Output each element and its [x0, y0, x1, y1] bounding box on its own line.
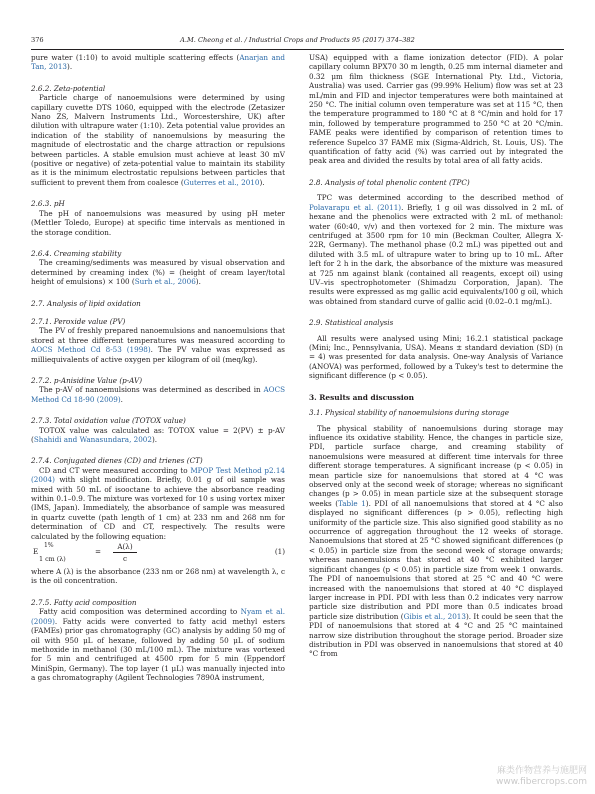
paragraph: TPC was determined according to the described method of Polavarapu et al. (2011). Briefly, 1 g oil was dissolved in 2 mL of hexane and the phenolics were extracted with 2 mL of methanol: water (60:40, v/v) and then vortexed for 2 min. The mixture was centrifuged at 3500 rpm for 10 min (Beckman Coulter, Allegra X-22R, Germany). The methanol phase (0.2 mL) was pipetted out and diluted with 3.5 mL of ultrapure water to bring up to 10 mL. After left for 2 h in the dark, the absorbance of the mixture was measured at 725 nm against blank (contained all reagents, except oil) using UV–vis spectrophotometer (Shimadzu Corporation, Japan). The results were expressed as mg gallic acid equivalents/100 g oil, which was obtained from standard curve of gallic acid (0.02–0.1 mg/mL).: [309, 193, 563, 306]
header-rule: [31, 49, 564, 50]
section-heading-2-7: 2.7. Analysis of lipid oxidation: [31, 298, 141, 308]
paragraph: USA) equipped with a flame ionization detector (FID). A polar capillary column BPX70 30 m length, 0.25 mm internal diameter and 0.32 μm film thickness (SGE International Pty. Ltd., Victoria, Australia) was used. Carrier gas (99.99% Helium) flow was set at 23 mL/min and FID and injector temperatures were both maintained at 250 °C. The initial column oven temperature was set at 115 °C, then the temperature programmed to 180 °C at 8 °C/min and hold for 17 min, followed by temperature programmed to 250 °C at 20 °C/min. FAME peaks were identified by comparison of retention times to reference Supelco 37 FAME mix (Sigma-Aldrich, St. Louis, US). The quantification of fatty acid (%) was carried out by integrated the peak area and divided the results by total area of all fatty acids.: [309, 53, 563, 166]
equation-equals: =: [95, 547, 102, 557]
citation-link[interactable]: Gibis et al., 2013: [403, 611, 466, 621]
equation-superscript: 1%: [44, 542, 54, 550]
citation-link[interactable]: Polavarapu et al. (2011): [309, 202, 402, 212]
paragraph: TOTOX value was calculated as: TOTOX value = 2(PV) ± p-AV (Shahidi and Wanasundara, 2002).: [31, 425, 285, 444]
paragraph: All results were analysed using Mini; 16.2.1 statistical package (Mini; Inc., Pennsylvania, USA). Means ± standard deviation (SD) (n = 4) was presented for data analysis. One-way Analysis of Variance (ANOVA) was performed, followed by a Tukey's test to determine the significant difference (p < 0.05).: [309, 333, 563, 381]
paragraph: The physical stability of nanoemulsions during storage may influence its oxidative stability. Hence, the changes in particle size, PDI, particle surface charge, and creaming stability of nanoemulsions were measured at different time intervals for three different storage temperatures. A significant increase (p < 0.05) in mean particle size for nanoemulsions that stored at 4 °C was observed only at the second week of storage; whereas no significant changes (p > 0.05) in mean particle size at the subsequent storage weeks (Table 1). PDI of all nanoemulsions that stored at 4 °C also displayed no significant differences (p > 0.05), reflecting high uniformity of the particle size. This also signified good stability as no occurrence of aggregation throughout the 12 weeks of storage. Nanoemulsions that stored at 25 °C showed significant differences (p < 0.05) in particle size from the second week of storage onwards; whereas nanoemulsions that stored at 40 °C exhibited larger significant changes (p < 0.05) in particle size from week 1 onwards. The PDI of nanoemulsions that stored at 25 °C and 40 °C were increased with the nanoemulsions that stored at 40 °C displayed larger increase in PDI. PDI with less than 0.2 indicates very narrow particle size distribution and PDI more than 0.5 indicates broad particle size distribution (Gibis et al., 2013). It could be seen that the PDI of nanoemulsions that stored at 4 °C and 25 °C maintained narrow size distribution throughout the storage period. Broader size distribution in PDI was observed in nanoemulsions that stored at 40 °C from: [309, 423, 563, 659]
equation-lhs: E: [33, 547, 39, 557]
section-heading-2-6-4: 2.6.4. Creaming stability: [31, 248, 122, 258]
citation-link[interactable]: Guterres et al., 2010: [183, 177, 260, 187]
paragraph: The creaming/sediments was measured by visual observation and determined by creaming index (%) = (height of cream layer/total height of emulsions) × 100 (Surh et al., 2006).: [31, 258, 285, 287]
paragraph: The PV of freshly prepared nanoemulsions and nanoemulsions that stored at three different temperatures was measured according to AOCS Method Cd 8-53 (1998). The PV value was expressed as milliequivalents of active oxygen per kilogram of oil (meq/kg).: [31, 326, 285, 364]
paragraph: CD and CT were measured according to MPOP Test Method p2.14 (2004) with slight modification. Briefly, 0.01 g of oil sample was mixed with 50 mL of isooctane to achieve the absorbance reading within 0.1–0.9. The mixture was vortexed for 10 s using vortex mixer (IMS, Japan). Immediately, the absorbance of sample was measured in quartz cuvette (path length of 1 cm) at 233 nm and 268 nm for determination of CD and CT, respectively. The results were calculated by the following equation:: [31, 465, 285, 541]
equation-numerator: A(λ): [113, 542, 137, 553]
citation-link[interactable]: Shahidi and Wanasundara, 2002: [33, 435, 152, 444]
section-heading-3: 3. Results and discussion: [309, 392, 414, 402]
citation-link[interactable]: AOCS Method Cd 8-53 (1998): [31, 345, 151, 355]
right-column: [309, 53, 563, 659]
watermark-line-2: www.fibercrops.com: [496, 777, 587, 787]
section-heading-2-7-3: 2.7.3. Total oxidation value (TOTOX value): [31, 416, 186, 426]
section-heading-2-7-2: 2.7.2. p-Anisidine Value (p-AV): [31, 375, 143, 385]
paragraph: Fatty acid composition was determined according to Nyam et al. (2009). Fatty acids were converted to fatty acid methyl esters (FAMEs) prior gas chromatography (GC) analysis by adding 50 mg of oil with 950 μL of hexane, followed by adding 50 μL of sodium methoxide in methanol (30 mL/100 mL). The mixture was vortexed for 5 min and centrifuged at 4500 rpm for 5 min (Eppendorf MiniSpin, Germany). The top layer (1 μL) was manually injected into a gas chromatography (Agilent Technologies 7890A instrument,: [31, 607, 285, 683]
section-heading-2-6-2: 2.6.2. Zeta-potential: [31, 83, 106, 93]
page-number: 376: [31, 36, 44, 44]
paragraph: The p-AV of nanoemulsions was determined as described in AOCS Method Cd 18-90 (2009).: [31, 385, 285, 404]
section-heading-2-7-4: 2.7.4. Conjugated dienes (CD) and trienes (CT): [31, 456, 203, 466]
left-column: [31, 53, 285, 683]
section-heading-2-8: 2.8. Analysis of total phenolic content (TPC): [309, 177, 470, 187]
watermark: [496, 766, 587, 788]
section-heading-2-7-5: 2.7.5. Fatty acid composition: [31, 597, 137, 607]
journal-citation: A.M. Cheong et al. / Industrial Crops and Products 95 (2017) 374–382: [180, 36, 415, 44]
paragraph: pure water (1:10) to avoid multiple scattering effects (Anarjan and Tan, 2013).: [31, 53, 285, 72]
equation-fraction: [113, 542, 137, 564]
citation-link[interactable]: Nyam et al. (2009): [31, 607, 285, 626]
watermark-line-1: 麻类作物营养与施肥网: [496, 766, 587, 776]
citation-link[interactable]: Surh et al., 2006: [134, 277, 196, 287]
paragraph: Particle charge of nanoemulsions were determined by using capillary cuvette DTS 1060, equipped with the electrode (Zetasizer Nano ZS, Malvern Instruments Ltd., Worcestershire, UK) after dilution with ultrapure water (1:10). Zeta potential value provides an indication of the stability of nanoemulsions by measuring the magnitude of electrostatic and the charge attraction or repulsions between particles. A stable emulsion must achieve at least 30 mV (positive or negative) of zeta-potential value to maintain its stability as it is the minimum electrostatic repulsions between particles that sufficient to prevent them from coalesce (Guterres et al., 2010).: [31, 93, 285, 187]
paragraph: The pH of nanoemulsions was measured by using pH meter (Mettler Toledo, Europe) at specific time intervals as mentioned in the storage condition.: [31, 208, 285, 237]
section-heading-2-6-3: 2.6.3. pH: [31, 199, 65, 209]
equation-subscript: 1 cm (λ): [39, 555, 66, 564]
section-heading-2-9: 2.9. Statistical analysis: [309, 318, 394, 328]
equation-number: (1): [274, 547, 285, 557]
equation-1: [31, 541, 285, 567]
equation-denominator: c: [122, 554, 128, 564]
citation-link[interactable]: AOCS Method Cd 18-90 (2009): [31, 385, 285, 404]
page-header: [31, 36, 564, 48]
section-heading-3-1: 3.1. Physical stability of nanoemulsions during storage: [309, 408, 510, 418]
citation-link[interactable]: MPOP Test Method p2.14 (2004): [31, 465, 285, 485]
citation-link[interactable]: Anarjan and Tan, 2013: [31, 53, 285, 72]
table-link[interactable]: Table 1: [338, 498, 366, 508]
paragraph: where A (λ) is the absorbance (233 nm or 268 nm) at wavelength λ, c is the oil concentration.: [31, 567, 285, 586]
section-heading-2-7-1: 2.7.1. Peroxide value (PV): [31, 316, 126, 326]
